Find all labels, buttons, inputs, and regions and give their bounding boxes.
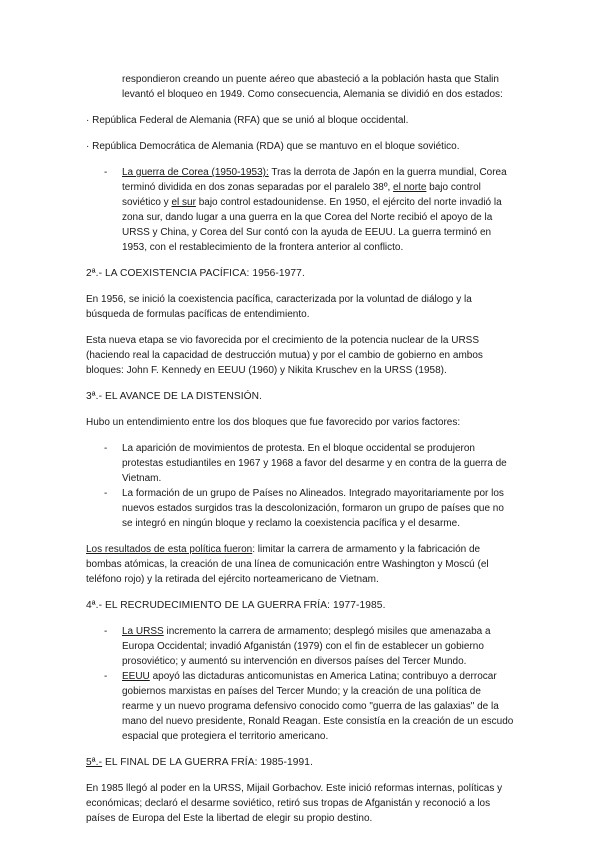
urss-text: incremento la carrera de armamento; desplegó misiles que amenazaba a Europa Occidental; invadió Afganistán (1979) con el fin de establecer un gobierno prosoviético; y aumentó su intervención en diversos países del Tercer Mundo. (122, 626, 491, 667)
paragraph-distension: Hubo un entendimiento entre los dos bloques que fue favorecido por varios factores: (86, 417, 461, 428)
dash-marker: - (104, 488, 108, 499)
protests-text: La aparición de movimientos de protesta. En el bloque occidental se produjeron protestas estudiantiles en 1967 y 1968 a favor del desarme y en contra de la guerra de Vietnam. (122, 443, 507, 484)
korea-south: el sur (171, 197, 196, 208)
urss-label: La URSS (122, 626, 164, 637)
korea-text-b: bajo control soviético y (122, 182, 481, 208)
korea-text-a: Tras la derrota de Japón en la guerra mundial, Corea terminó dividida en dos zonas separadas por el paralelo 38º, (122, 167, 507, 193)
paragraph-results (86, 542, 514, 587)
korea-text-c: bajo control estadounidense. En 1950, el ejército del norte invadió la zona sur, dando lugar a una guerra en la que Corea del Norte recibió el apoyo de la URSS y China, y Corea del Sur contó con la ayuda de EEUU. La guerra terminó en 1953, con el restablecimiento de la frontera anterior al conflicto. (122, 197, 502, 253)
heading-coexistence: 2ª.- LA COEXISTENCIA PACÍFICA: 1956-1977. (86, 268, 305, 279)
bullet-korea (86, 165, 514, 255)
bullet-urss (86, 624, 514, 669)
heading-distension: 3ª.- EL AVANCE DE LA DISTENSIÓN. (86, 391, 263, 402)
heading-end (86, 755, 514, 770)
results-text: : limitar la carrera de armamento y la fabricación de bombas atómicas, la creación de una línea de comunicación entre Washington y Moscú (el teléfono rojo) y la retirada del ejército norteamericano de Vietnam. (86, 544, 489, 585)
dash-marker: - (104, 626, 108, 637)
paragraph-berlin: respondieron creando un puente aéreo que abasteció a la población hasta que Stalin levantó el bloqueo en 1949. Como consecuencia, Alemania se dividió en dos estados: (122, 74, 503, 100)
eeuu-label: EEUU (122, 671, 150, 682)
list-item-rda: · República Democrática de Alemania (RDA) que se mantuvo en el bloque soviético. (86, 141, 460, 152)
results-label: Los resultados de esta política fueron (86, 544, 253, 555)
heading-resurgence: 4ª.- EL RECRUDECIMIENTO DE LA GUERRA FRÍA: 1977-1985. (86, 600, 386, 611)
dash-marker: - (104, 443, 108, 454)
bullet-non-aligned (86, 486, 514, 531)
heading-end-title: EL FINAL DE LA GUERRA FRÍA: 1985-1991. (102, 757, 314, 768)
paragraph-coexistence-1: En 1956, se inició la coexistencia pacífica, caracterizada por la voluntad de diálogo y la búsqueda de formulas pacíficas de entendimiento. (86, 294, 472, 320)
heading-end-number: 5ª.- (86, 757, 103, 768)
non-aligned-text: La formación de un grupo de Países no Alineados. Integrado mayoritariamente por los nuevos estados surgidos tras la descolonización, formaron un grupo de países que no se integró en ningún bloque y reclamo la coexistencia pacífica y el desarme. (122, 488, 504, 529)
korea-title: La guerra de Corea (1950-1953): (122, 167, 269, 178)
dash-marker: - (104, 671, 108, 682)
korea-north: el norte (393, 182, 427, 193)
bullet-protests (86, 441, 514, 486)
eeuu-text: apoyó las dictaduras anticomunistas en America Latina; contribuyo a derrocar gobiernos marxistas en países del Tercer Mundo; y la creación de una política de rearme y un nuevo programa defensivo conocido como "guerra de las galaxias" de la mano del nuevo presidente, Ronald Reagan. Este consistía en la creación de un escudo espacial que protegiera el territorio americano. (122, 671, 514, 742)
list-item-rfa: · República Federal de Alemania (RFA) que se unió al bloque occidental. (86, 115, 409, 126)
dash-marker: - (104, 167, 108, 178)
bullet-eeuu (86, 669, 514, 744)
paragraph-coexistence-2: Esta nueva etapa se vio favorecida por el crecimiento de la potencia nuclear de la URSS (haciendo real la capacidad de destrucción mutua) y por el cambio de gobierno en ambos bloques: John F. Kennedy en EEUU (1960) y Nikita Kruschev en la URSS (1958). (86, 335, 483, 376)
paragraph-end: En 1985 llegó al poder en la URSS, Mijail Gorbachov. Este inició reformas internas, políticas y económicas; declaró el desarme soviético, retiró sus tropas de Afganistán y reconoció a los países de Europa del Este la libertad de elegir su propio destino. (86, 783, 503, 824)
